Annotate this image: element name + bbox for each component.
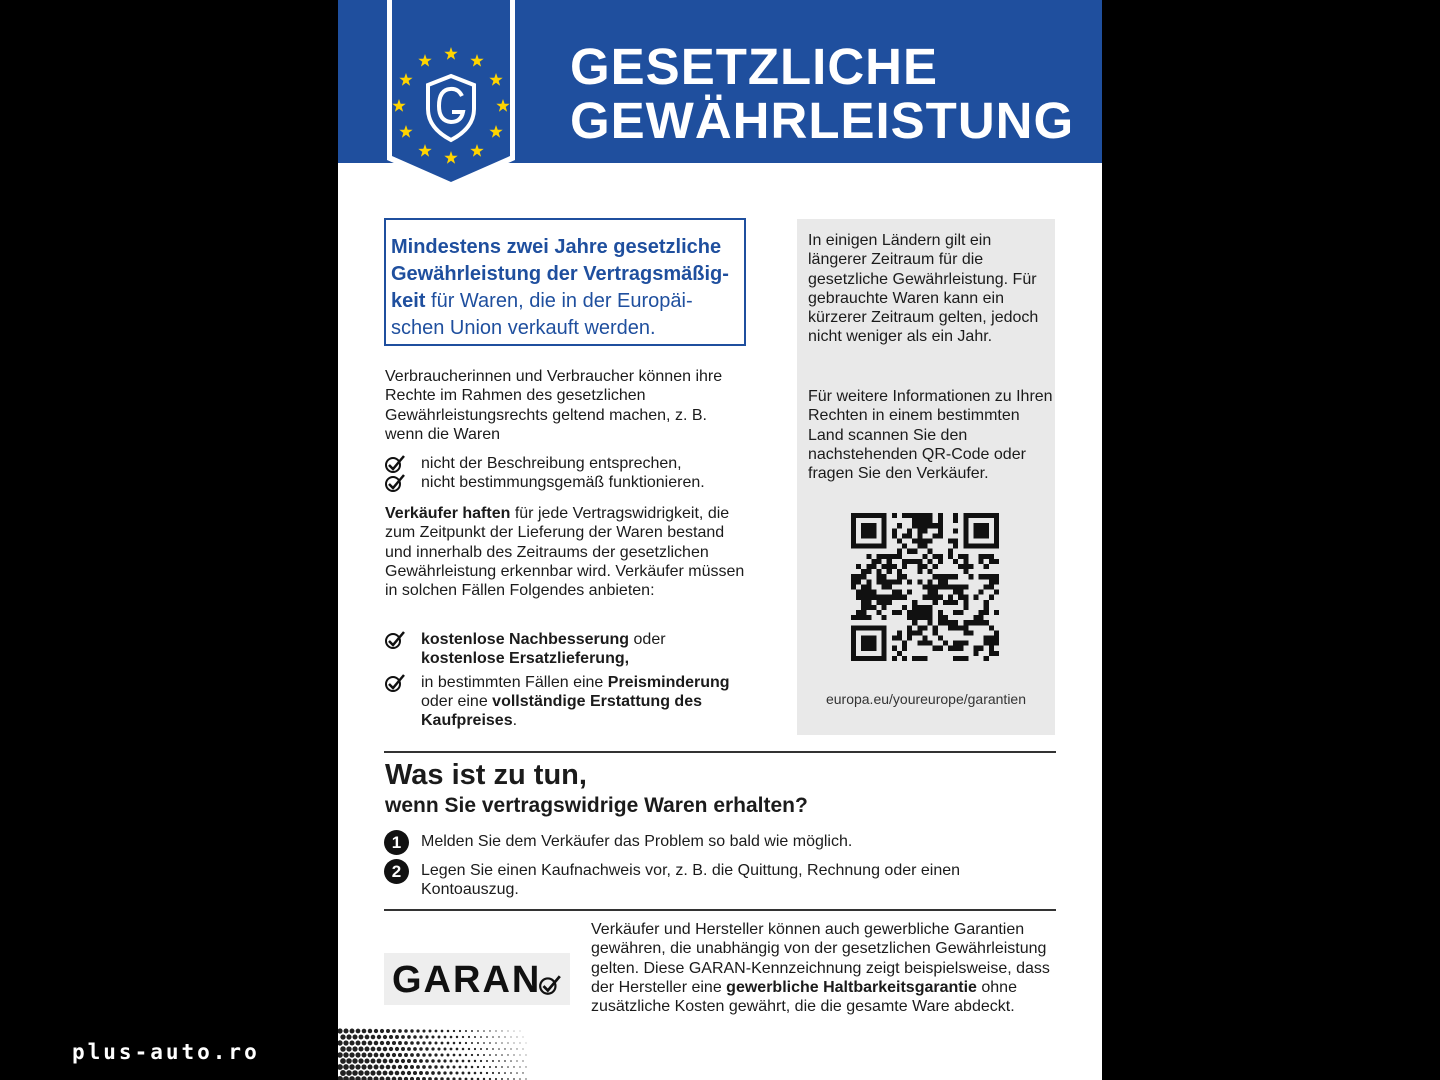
step-item bbox=[384, 861, 1061, 900]
divider bbox=[384, 909, 1056, 911]
step-number-badge: 1 bbox=[384, 830, 409, 855]
remedy-replacement: kostenlose Ersatzlieferung, bbox=[421, 650, 630, 668]
list-item bbox=[384, 630, 764, 669]
seller-bold-text: Verkäufer haften bbox=[385, 505, 511, 522]
condition-text: nicht bestimmungsgemäß funktionieren. bbox=[421, 474, 705, 492]
check-badge-icon bbox=[384, 455, 406, 473]
check-badge-icon bbox=[384, 674, 406, 692]
warranty-notice-document bbox=[338, 0, 1102, 1080]
remedy-end: . bbox=[512, 712, 518, 730]
title-line-2: GEWÄHRLEISTUNG bbox=[570, 92, 1075, 149]
seller-paragraph bbox=[385, 504, 745, 600]
halftone-dot-pattern bbox=[338, 1028, 528, 1080]
step-text: Legen Sie einen Kaufnachweis vor, z. B. die Quittung, Rechnung oder einen Kontoauszug. bbox=[421, 862, 961, 899]
sidebar-paragraph-info: Für weitere Informationen zu Ihren Rechten in einem bestimmten Land scannen Sie den nachstehenden QR-Code oder fragen Sie den Verkäufer. bbox=[808, 388, 1053, 483]
site-watermark: plus-auto.ro bbox=[72, 1040, 260, 1064]
check-badge-icon bbox=[384, 631, 406, 649]
garan-text-post: ohne zusätzliche Kosten gewährt, die die gesamte Ware abdeckt. bbox=[591, 978, 1017, 1016]
step-item bbox=[384, 832, 1061, 851]
remedy-list bbox=[384, 630, 764, 730]
remedy-or-a: oder eine bbox=[421, 692, 493, 710]
highlight-box bbox=[384, 218, 746, 346]
garan-text-pre: Verkäufer und Hersteller können auch gewerbliche Garantien gewähren, die unabhängig von der gesetzlichen Gewährleistung gelten. Diese GARAN-Kennzeichnung zeigt beispielsweise, dass der Hersteller eine bbox=[591, 921, 1050, 996]
garan-logo-text: GARAN bbox=[392, 959, 542, 1001]
garan-text-bold: gewerbliche Haltbarkeitsgarantie bbox=[726, 978, 977, 996]
page-title bbox=[570, 40, 1074, 148]
remedy-or: oder bbox=[629, 631, 666, 648]
step-text: Melden Sie dem Verkäufer das Problem so bald wie möglich. bbox=[421, 833, 853, 850]
commercial-guarantee-paragraph bbox=[591, 920, 1061, 1016]
title-line-1: GESETZLICHE bbox=[570, 38, 939, 95]
sidebar-paragraph-countries: In einigen Ländern gilt ein längerer Zeitraum für die gesetzliche Gewährleistung. Für gebrauchte Waren kann ein kürzerer Zeitraum gelten, jedoch nicht weniger als ein Jahr. bbox=[808, 232, 1039, 346]
list-item bbox=[384, 454, 764, 473]
remedy-prefix: in bestimmten Fällen eine bbox=[421, 673, 608, 691]
check-badge-icon bbox=[384, 474, 406, 492]
remedy-refund: vollständige Erstattung des Kaufpreises bbox=[421, 692, 702, 730]
check-badge-icon bbox=[538, 975, 562, 995]
divider bbox=[384, 751, 1056, 753]
step-number-badge: 2 bbox=[384, 859, 409, 884]
condition-text: nicht der Beschreibung entsprechen, bbox=[421, 455, 682, 472]
section-subheading: wenn Sie vertragswidrige Waren erhalten? bbox=[385, 794, 808, 817]
eu-guarantee-shield-logo bbox=[384, 0, 518, 190]
list-item bbox=[384, 673, 764, 731]
condition-list bbox=[384, 454, 764, 493]
intro-paragraph: Verbraucherinnen und Verbraucher können ihre Rechte im Rahmen des gesetzlichen Gewährleistungsrechts geltend machen, z. B. wenn die Waren bbox=[385, 368, 723, 443]
remedy-price-reduction: Preisminderung bbox=[607, 673, 730, 691]
info-sidebar bbox=[797, 219, 1055, 735]
section-heading: Was ist zu tun, bbox=[385, 759, 587, 791]
remedy-repair: kostenlose Nachbesserung bbox=[421, 631, 630, 648]
qr-code-image[interactable] bbox=[851, 513, 999, 661]
seller-text: für jede Vertragswidrigkeit, die zum Zeitpunkt der Lieferung der Waren bestand und innerhalb des Zeitraums der gesetzlichen Gewährleistung erkennbar wird. Verkäufer müssen in solchen Fällen Folgendes anbieten: bbox=[385, 505, 745, 600]
highlight-bold-text: Mindestens zwei Jahre gesetzliche Gewährleistung der Vertragsmäßig-keit bbox=[391, 236, 729, 312]
highlight-text: für Waren, die in der Europäi-schen Union verkauft werden. bbox=[391, 290, 693, 339]
header-banner bbox=[338, 0, 1102, 163]
list-item bbox=[384, 473, 764, 492]
garan-logo bbox=[384, 953, 570, 1005]
info-url[interactable]: europa.eu/youreurope/garantien bbox=[825, 691, 1027, 707]
